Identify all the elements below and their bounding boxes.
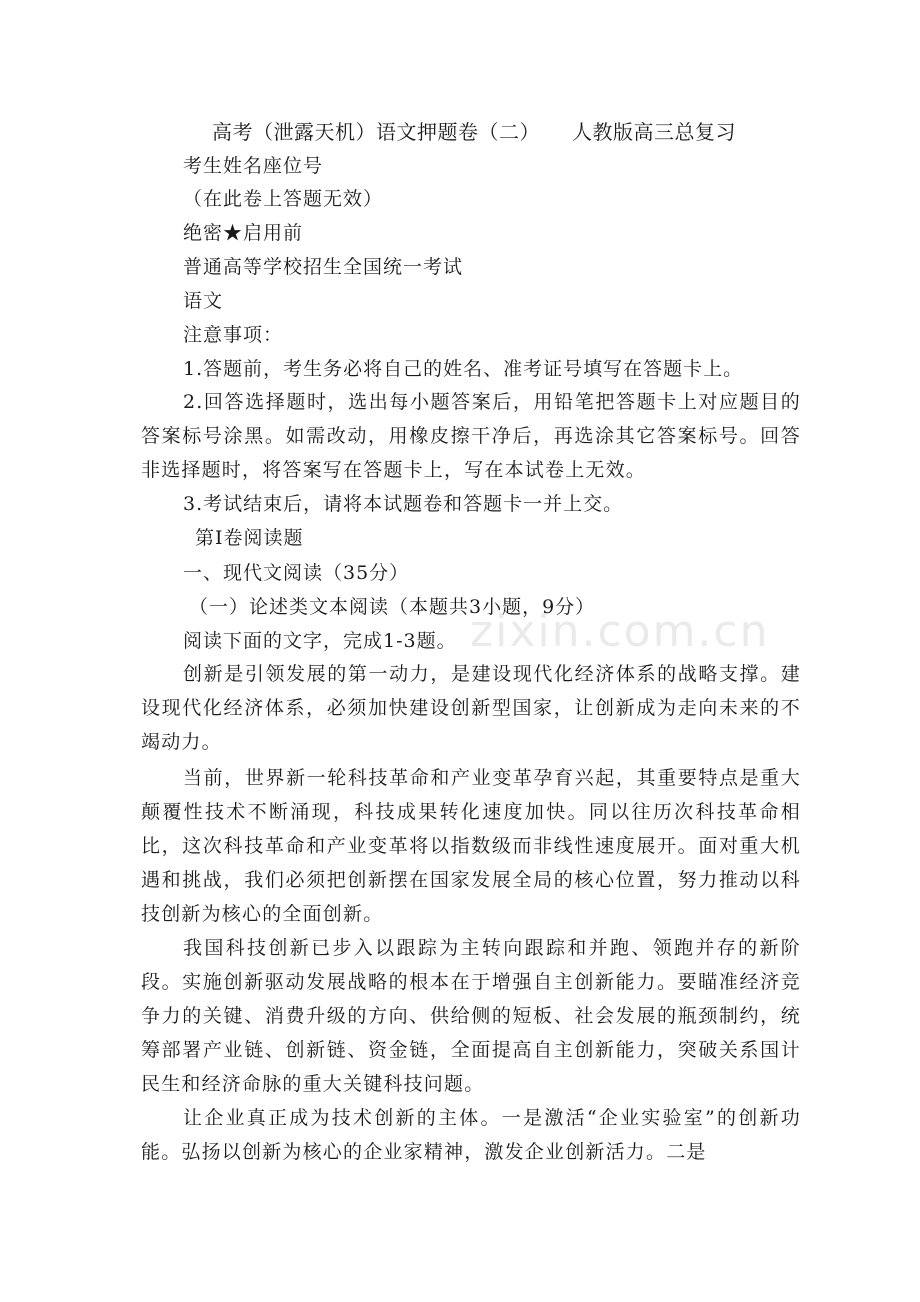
note-item-3: 3.考试结束后，请将本试题卷和答题卡一并上交。 [183,493,624,515]
article-paragraph-4: 让企业真正成为技术创新的主体。一是激活“企业实验室”的创新功能。弘扬以创新为核心的企业家精神，激发企业创新活力。二是 [141,1107,801,1163]
note-item-1: 1.答题前，考生务必将自己的姓名、准考证号填写在答题卡上。 [183,358,744,380]
note-item-2: 2.回答选择题时，选出每小题答案后，用铅笔把答题卡上对应题目的答案标号涂黑。如需改动，用橡皮擦干净后，再选涂其它答案标号。回答非选择题时，将答案写在答题卡上，写在本试卷上无效。 [141,391,801,481]
article-paragraph-2: 当前，世界新一轮科技革命和产业变革孕育兴起，其重要特点是重大颠覆性技术不断涌现，科技成果转化速度加快。同以往历次科技革命相比，这次科技革命和产业变革将以指数级而非线性速度展开。面对重大机遇和挑战，我们必须把创新摆在国家发展全局的核心位置，努力推动以科技创新为核心的全面创新。 [141,767,801,925]
page-title [212,118,872,146]
exam-name-line: 普通高等学校招生全国统一考试 [183,256,464,278]
title-sub: 人教版高三总复习 [572,120,736,144]
invalid-notice-line: （在此卷上答题无效） [183,188,384,210]
part-title: 一、现代文阅读（35分） [183,562,410,584]
subject-line: 语文 [183,290,224,312]
section-title: 第Ⅰ卷阅读题 [195,527,304,549]
sub-title: （一）论述类文本阅读（本题共3小题，9分） [189,596,596,618]
watermark: zixin.com.cn [470,606,770,657]
notes-heading: 注意事项： [183,324,284,346]
title-main: 高考（泄露天机）语文押题卷（二） [212,120,540,144]
candidate-info-line: 考生姓名座位号 [183,155,324,177]
confidential-line: 绝密★启用前 [183,222,304,244]
article-paragraph-1: 创新是引领发展的第一动力，是建设现代化经济体系的战略支撑。建设现代化经济体系，必须加快建设创新型国家，让创新成为走向未来的不竭动力。 [141,663,801,753]
reading-instruction: 阅读下面的文字，完成1-3题。 [183,630,457,652]
article-paragraph-3: 我国科技创新已步入以跟踪为主转向跟踪和并跑、领跑并存的新阶段。实施创新驱动发展战略的根本在于增强自主创新能力。要瞄准经济竞争力的关键、消费升级的方向、供给侧的短板、社会发展的瓶颈制约，统筹部署产业链、创新链、资金链，全面提高自主创新能力，突破关系国计民生和经济命脉的重大关键科技问题。 [141,937,801,1095]
